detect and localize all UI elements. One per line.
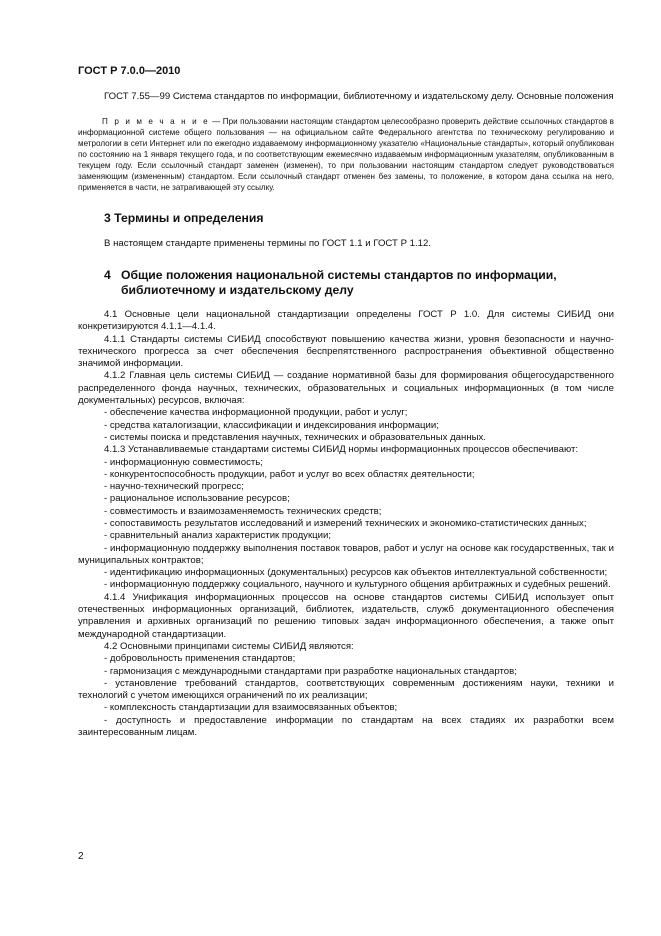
list-item: - конкурентоспособность продукции, работ и услуг во всех областях деятельности; — [104, 468, 475, 480]
paragraph: 4.1.3 Устанавливаемые стандартами системы СИБИД нормы информационных процессов обеспечивают: — [104, 444, 579, 456]
paragraph: 4.1.2 Главная цель системы СИБИД — создание нормативной базы для формирования общегосударственного распределенного фонда научных, технических, образовательных и социальных информационных (в том числе документальных) ресурсов, включая: — [78, 370, 614, 407]
paragraph: 4.2 Основными принципами системы СИБИД являются: — [104, 640, 354, 652]
section-4-title — [78, 268, 614, 298]
list-item: - совместимость и взаимозаменяемость технических средств; — [104, 505, 382, 517]
page-number: 2 — [78, 851, 84, 862]
list-item: - информационную поддержку выполнения поставок товаров, работ и услуг на основе как государственных, так и муниципальных контрактов; — [78, 542, 614, 566]
list-item: - информационную поддержку социального, научного и культурного общения арбитражных и судебных решений. — [104, 579, 611, 591]
section-4-body — [78, 309, 614, 739]
paragraph: 4.1.1 Стандарты системы СИБИД способствуют повышению качества жизни, уровня безопасности и научно-технического прогресса за счет обеспечения беспрепятственного распространения объективной общественно значимой информации. — [78, 333, 614, 370]
list-item: - сопоставимость результатов исследований и измерений технических и экономико-статистических данных; — [104, 517, 587, 529]
list-item: - обеспечение качества информационной продукции, работ и услуг; — [104, 407, 408, 419]
list-item: - сравнительный анализ характеристик продукции; — [104, 530, 332, 542]
list-item: - информационную совместимость; — [104, 456, 263, 468]
document-content — [78, 91, 614, 739]
document-header: ГОСТ Р 7.0.0—2010 — [78, 65, 181, 77]
section-4-number: 4 — [104, 267, 111, 282]
note-label: П р и м е ч а н и е — [102, 117, 210, 127]
reference-item: ГОСТ 7.55—99 Система стандартов по информации, библиотечному и издательскому делу. Основные положения — [104, 91, 614, 102]
list-item: - идентификацию информационных (документальных) ресурсов как объектов интеллектуальной собственности; — [104, 567, 608, 579]
section-3-title: 3 Термины и определения — [104, 210, 264, 225]
paragraph: 4.1 Основные цели национальной стандартизации определены ГОСТ Р 1.0. Для системы СИБИД они конкретизируются 4.1.1—4.1.4. — [78, 308, 614, 333]
list-item: - средства каталогизации, классификации и индексирования информации; — [104, 419, 439, 431]
note-paragraph — [78, 117, 614, 193]
section-4-title-line1: Общие положения национальной системы стандартов по информации, — [121, 267, 557, 282]
list-item: - рациональное использование ресурсов; — [104, 493, 290, 505]
section-4-title-line2: библиотечному и издательскому делу — [121, 282, 354, 297]
section-3-text: В настоящем стандарте применены термины по ГОСТ 1.1 и ГОСТ Р 1.12. — [104, 237, 431, 249]
paragraph: 4.1.4 Унификация информационных процессов на основе стандартов системы СИБИД использует опыт отечественных информационных организаций, библиотек, издательств, служб документационного обеспечения управления и архивных организаций по решению типовых задач информационного обеспечения, а также опыт международной стандартизации. — [78, 591, 614, 640]
list-item: - системы поиска и представления научных, технических и образовательных данных. — [104, 431, 486, 443]
list-item: - гармонизация с международными стандартами при разработке национальных стандартов; — [104, 665, 517, 677]
list-item: - комплексность стандартизации для взаимосвязанных объектов; — [104, 702, 398, 714]
list-item: - научно-технический прогресс; — [104, 481, 244, 493]
list-item: - установление требований стандартов, соответствующих современным достижениям науки, техники и технологий с учетом имеющихся ограничений по их реализации; — [78, 677, 614, 702]
note-text: — При пользовании настоящим стандартом целесообразно проверить действие ссылочных стандартов в информационной системе общего пользования — на официальном сайте Федерального агентства по техническому регулированию и метрологии в сети Интернет или по ежегодно издаваемому информационному указателю «Национальные стандарты», который опубликован по состоянию на 1 января текущего года, и по соответствующим ежемесячно издаваемым информационным указателям, опубликованным в текущем году. Если ссылочный стандарт заменен (изменен), то при пользовании настоящим стандартом следует руководствоваться заменяющим (измененным) стандартом. Если ссылочный стандарт отменен без замены, то положение, в котором дана ссылка на него, применяется в части, не затрагивающей эту ссылку. — [78, 117, 614, 192]
list-item: - добровольность применения стандартов; — [104, 653, 296, 665]
list-item: - доступность и предоставление информации по стандартам на всех стадиях их разработки всем заинтересованным лицам. — [78, 714, 614, 739]
